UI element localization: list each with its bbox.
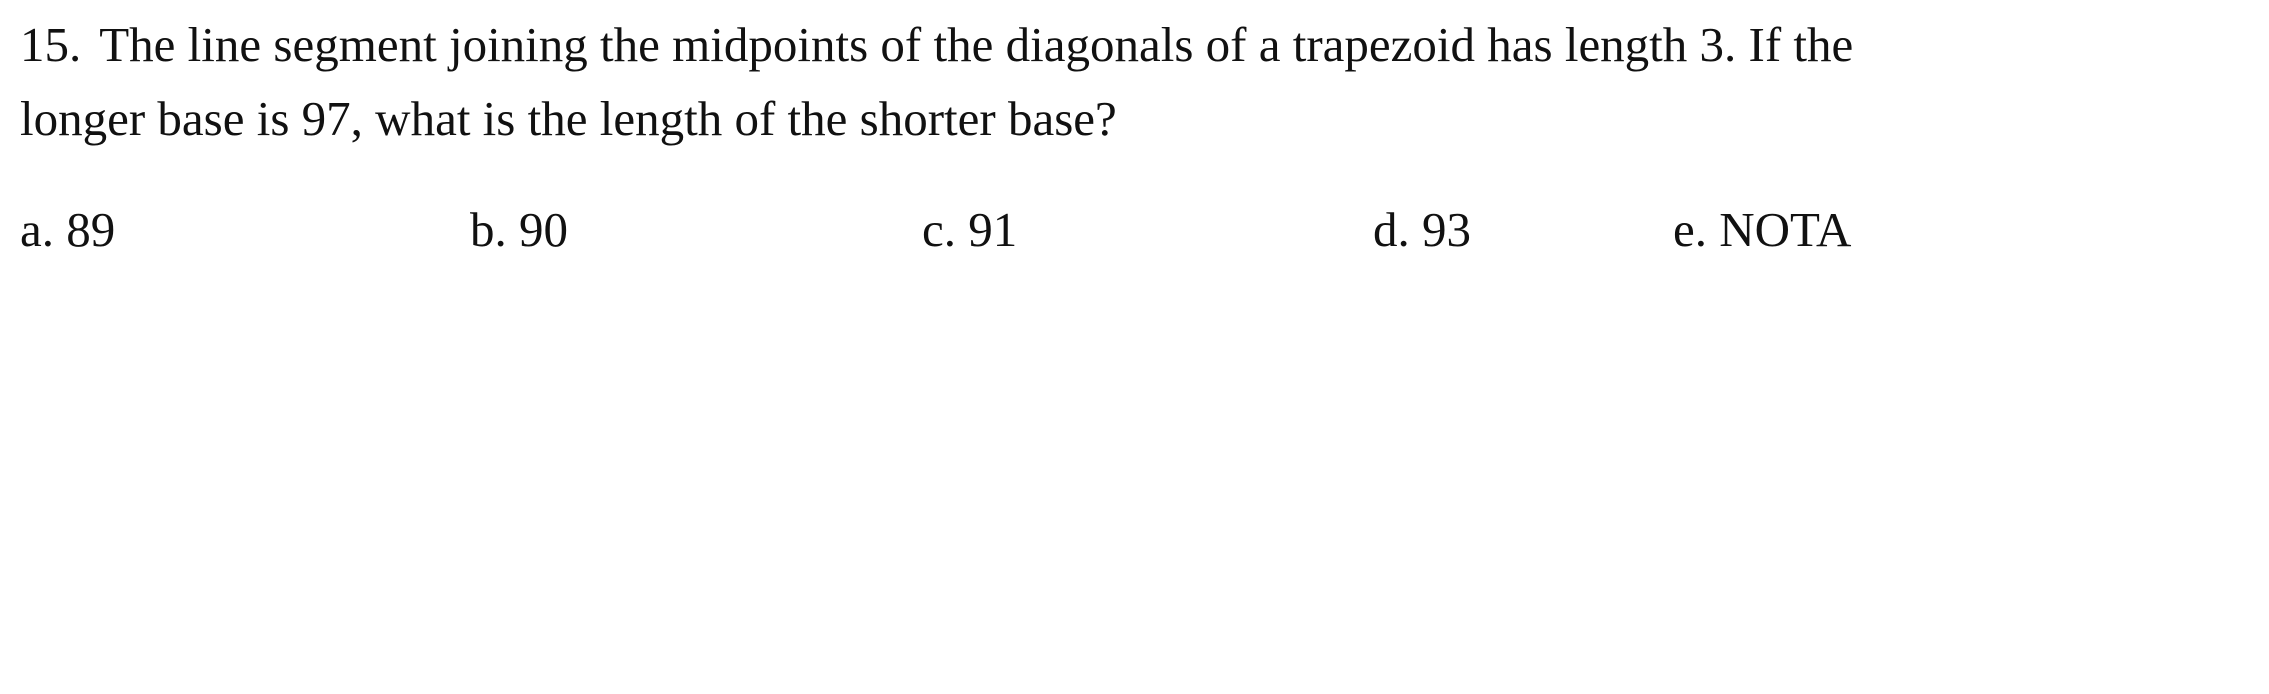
question-number: 15. <box>20 17 82 72</box>
choice-e-letter: e. <box>1673 202 1707 257</box>
choice-a-value: 89 <box>66 202 116 257</box>
choice-c <box>922 200 1017 260</box>
choice-d <box>1373 200 1471 260</box>
choice-a-letter: a. <box>20 202 54 257</box>
choice-e-value: NOTA <box>1719 202 1852 257</box>
choice-e <box>1673 200 1851 260</box>
choice-c-value: 91 <box>968 202 1018 257</box>
question-text-line-2: longer base is 97, what is the length of the shorter base? <box>20 91 1117 146</box>
choice-b <box>470 200 568 260</box>
choice-d-letter: d. <box>1373 202 1410 257</box>
choice-b-letter: b. <box>470 202 507 257</box>
answer-choices <box>0 200 2269 260</box>
question-text-line-1: The line segment joining the midpoints of the diagonals of a trapezoid has length 3. If the <box>99 17 1854 72</box>
choice-d-value: 93 <box>1422 202 1471 257</box>
choice-b-value: 90 <box>519 202 568 257</box>
question-block <box>20 17 2220 172</box>
choice-c-letter: c. <box>922 202 956 257</box>
choice-a <box>20 200 115 260</box>
